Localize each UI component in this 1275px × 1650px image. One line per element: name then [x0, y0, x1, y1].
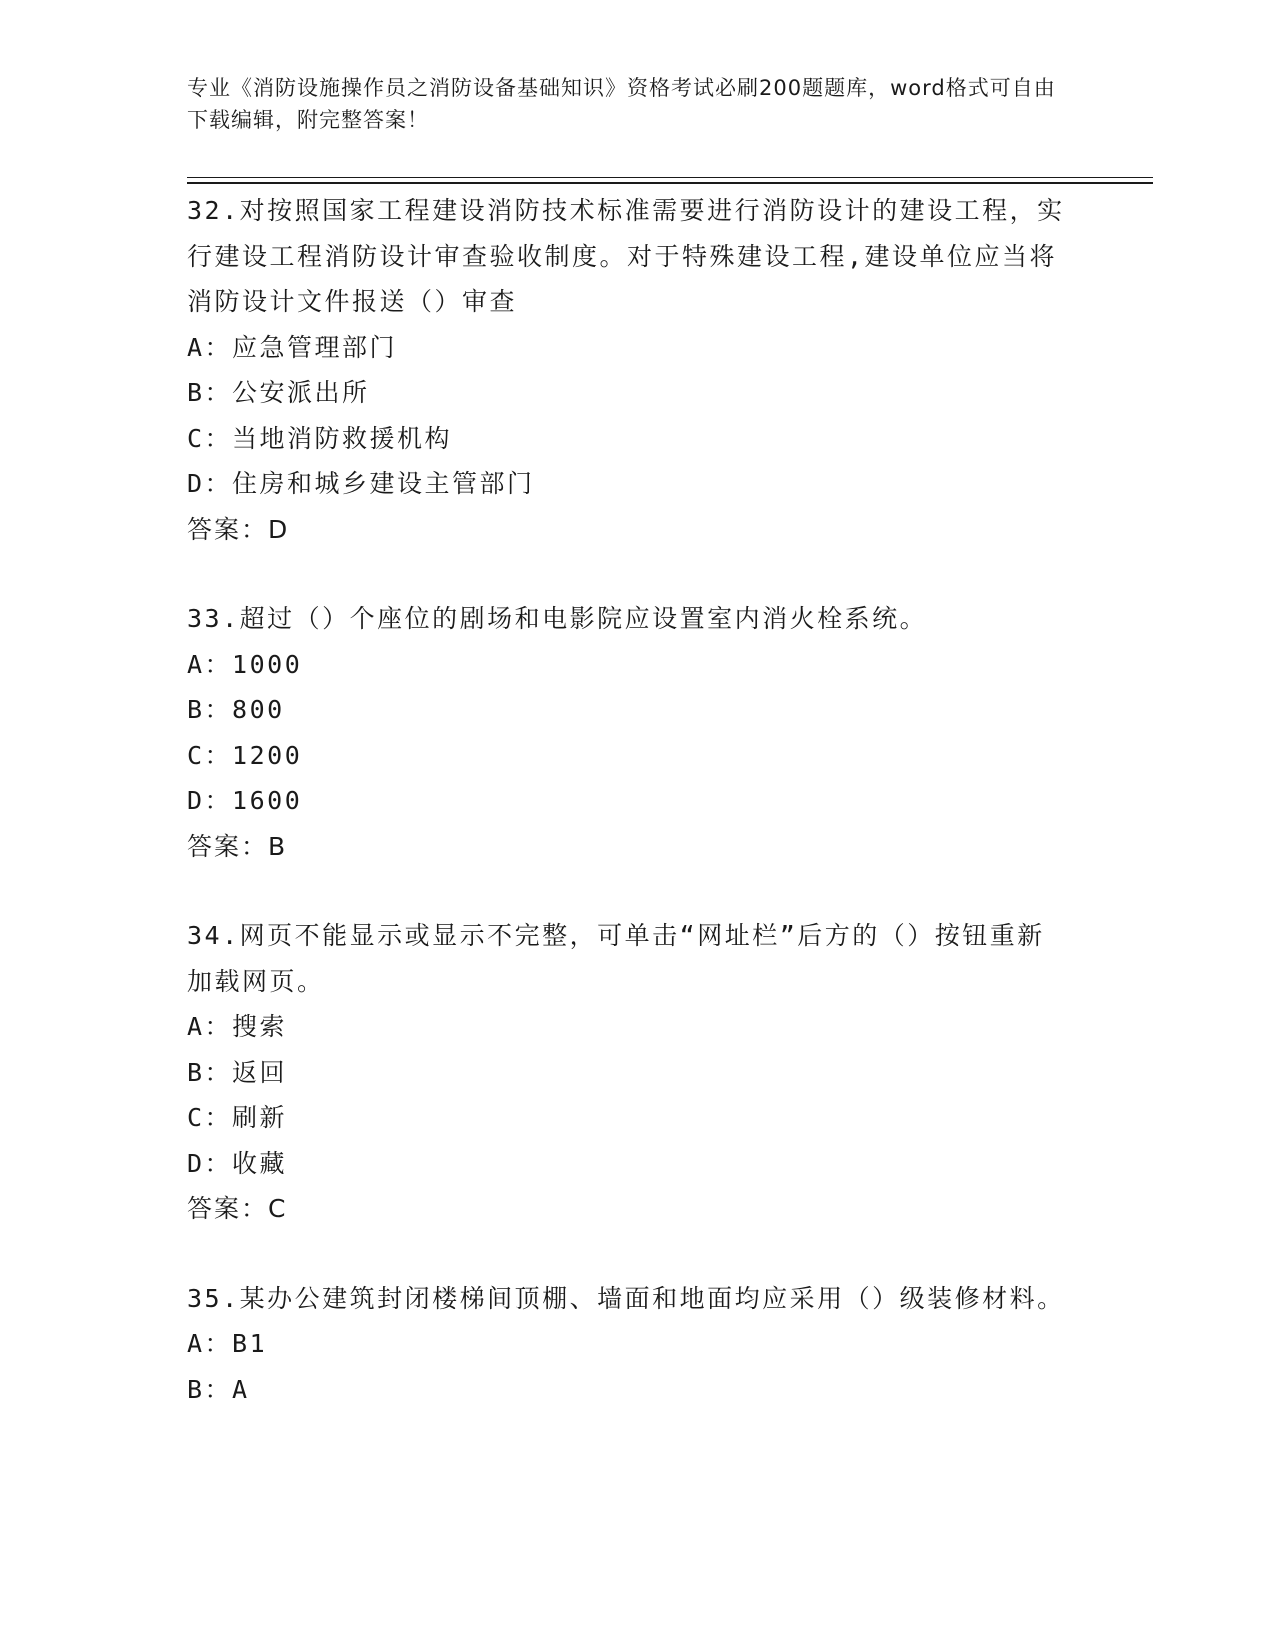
- option-b: B：返回: [187, 1057, 288, 1087]
- option-c: C：当地消防救援机构: [187, 423, 453, 453]
- option-b: B：公安派出所: [187, 378, 370, 407]
- option-c: C：1200: [187, 740, 303, 770]
- header-rule-thick: [187, 182, 1153, 184]
- option-d: D：收藏: [187, 1148, 288, 1178]
- header-rule-thin: [187, 177, 1153, 178]
- question-34: [187, 913, 1087, 1232]
- answer: 答案：C: [187, 1194, 288, 1223]
- question-stem: 34.网页不能显示或显示不完整，可单击“网址栏”后方的（）按钮重新加载网页。: [187, 921, 1045, 996]
- option-d: D：住房和城乡建设主管部门: [187, 469, 535, 498]
- option-a: A：应急管理部门: [187, 332, 398, 362]
- option-b: B：A: [187, 1374, 250, 1404]
- question-33: [187, 596, 1087, 869]
- option-a: A：B1: [187, 1329, 268, 1358]
- question-list: [187, 188, 1087, 1456]
- question-stem: 35.某办公建筑封闭楼梯间顶棚、墙面和地面均应采用（）级装修材料。: [187, 1283, 1065, 1313]
- question-35: [187, 1276, 1087, 1413]
- option-a: A：搜索: [187, 1012, 288, 1041]
- answer: 答案：D: [187, 514, 290, 544]
- document-header: 专业《消防设施操作员之消防设备基础知识》资格考试必刷200题题库，word格式可自由下载编辑，附完整答案！: [187, 76, 1056, 132]
- answer: 答案：B: [187, 831, 288, 861]
- option-b: B：800: [187, 695, 285, 724]
- option-d: D：1600: [187, 786, 303, 815]
- question-32: [187, 188, 1087, 552]
- option-c: C：刷新: [187, 1103, 288, 1132]
- question-stem: 32.对按照国家工程建设消防技术标准需要进行消防设计的建设工程，实行建设工程消防设计审查验收制度。对于特殊建设工程,建设单位应当将消防设计文件报送（）审查: [187, 196, 1065, 316]
- question-stem: 33.超过（）个座位的剧场和电影院应设置室内消火栓系统。: [187, 604, 928, 633]
- option-a: A：1000: [187, 649, 303, 679]
